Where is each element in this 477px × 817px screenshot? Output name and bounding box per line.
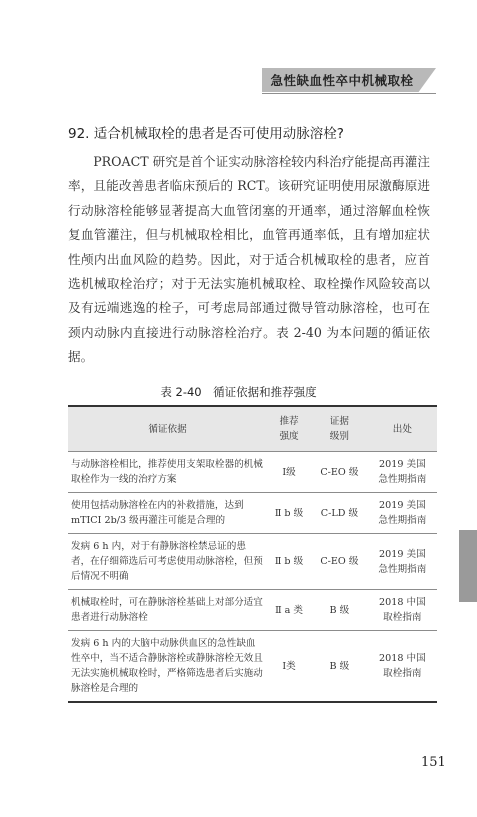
- cell-source: 2018 中国 取栓指南: [368, 631, 437, 703]
- cell-strength: Ⅱ a 类: [267, 590, 311, 631]
- header-strength: 推荐 强度: [267, 406, 311, 452]
- table-row: [68, 493, 437, 534]
- table-row: [68, 590, 437, 631]
- cell-source: 2019 美国 急性期指南: [368, 452, 437, 493]
- header-basis: 循证依据: [68, 406, 267, 452]
- cell-level: C-LD 级: [311, 493, 368, 534]
- cell-level: C-EO 级: [311, 452, 368, 493]
- evidence-table: [68, 405, 437, 703]
- page-number: 151: [421, 755, 446, 770]
- header-level: 证据 级别: [311, 406, 368, 452]
- body-text: [68, 150, 430, 370]
- table-row: [68, 452, 437, 493]
- chapter-edge-tab: [459, 530, 477, 602]
- cell-basis: 发病 6 h 内的大脑中动脉供血区的急性缺血性卒中，当不适合静脉溶栓或静脉溶栓无效且无法实施机械取栓时，严格筛选患者后实施动脉溶栓是合理的: [68, 631, 267, 703]
- cell-basis: 使用包括动脉溶栓在内的补救措施，达到 mTICI 2b/3 级再灌注可能是合理的: [68, 493, 267, 534]
- table-caption: 表 2-40 循证依据和推荐强度: [160, 385, 317, 399]
- cell-basis: 机械取栓时，可在静脉溶栓基础上对部分适宜患者进行动脉溶栓: [68, 590, 267, 631]
- question-title: 92. 适合机械取栓的患者是否可使用动脉溶栓?: [68, 126, 344, 142]
- header-source: 出处: [368, 406, 437, 452]
- cell-level: B 级: [311, 590, 368, 631]
- table-header-row: [68, 406, 437, 452]
- cell-source: 2019 美国 急性期指南: [368, 493, 437, 534]
- cell-strength: Ⅱ b 级: [267, 493, 311, 534]
- table-row: [68, 631, 437, 703]
- table-row: [68, 534, 437, 590]
- chapter-title: 急性缺血性卒中机械取栓: [270, 73, 414, 88]
- cell-basis: 发病 6 h 内，对于有静脉溶栓禁忌证的患者，在仔细筛选后可考虑使用动脉溶栓，但预后情况不明确: [68, 534, 267, 590]
- cell-strength: Ⅱ b 级: [267, 534, 311, 590]
- cell-strength: Ⅰ级: [267, 452, 311, 493]
- cell-strength: Ⅰ类: [267, 631, 311, 703]
- cell-level: C-EO 级: [311, 534, 368, 590]
- chapter-header-tab: [262, 68, 436, 92]
- cell-level: B 级: [311, 631, 368, 703]
- cell-source: 2018 中国 取栓指南: [368, 590, 437, 631]
- cell-basis: 与动脉溶栓相比，推荐使用支架取栓器的机械取栓作为一线的治疗方案: [68, 452, 267, 493]
- body-paragraph: PROACT 研究是首个证实动脉溶栓较内科治疗能提高再灌注率，且能改善患者临床预后的 RCT。该研究证明使用尿激酶原进行动脉溶栓能够显著提高大血管闭塞的开通率，通过溶解血栓恢复血管灌注，但与机械取栓相比，血管再通率低，且有增加症状性颅内出血风险的趋势。因此，对于适合机械取栓的患者，应首选机械取栓治疗；对于无法实施机械取栓、取栓操作风险较高以及有远端逃逸的栓子，可考虑局部通过微导管动脉溶栓，也可在颈内动脉内直接进行动脉溶栓治疗。表 2-40 为本问题的循证依据。: [68, 154, 430, 365]
- header-rule: [262, 93, 436, 94]
- cell-source: 2019 美国 急性期指南: [368, 534, 437, 590]
